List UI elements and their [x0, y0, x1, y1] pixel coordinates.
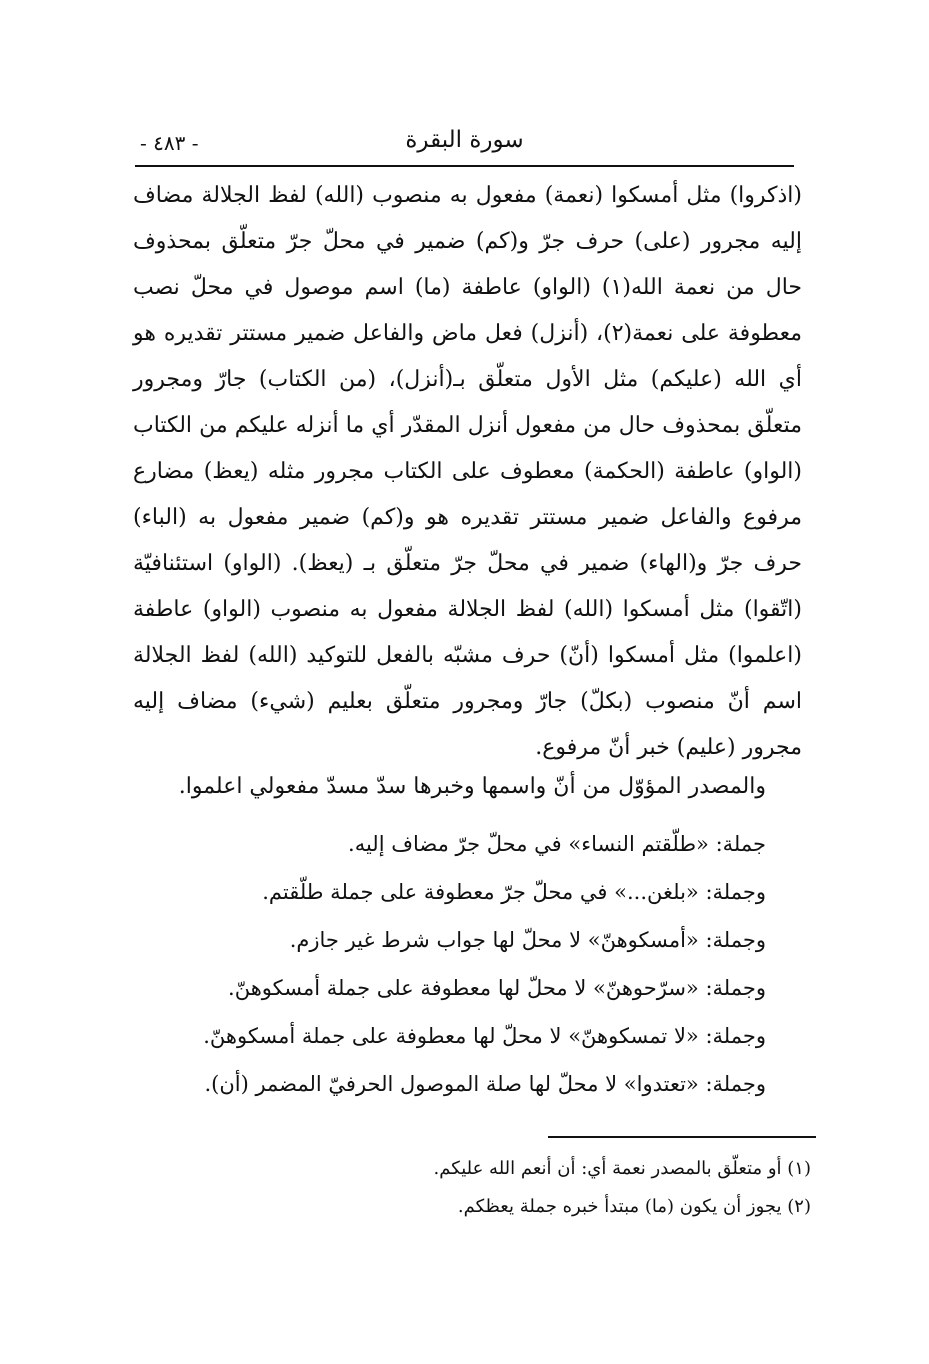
sentence-item: وجملة: «بلغن...» في محلّ جرّ معطوفة على جملة طلّقتم.: [262, 880, 766, 904]
page-number: - ٤٨٣ -: [140, 131, 199, 155]
page-header: [135, 125, 794, 165]
footnotes: [211, 1150, 811, 1226]
header-divider: [135, 165, 794, 167]
surah-title: سورة البقرة: [405, 127, 524, 153]
sentence-item: جملة: «طلّقتم النساء» في محلّ جرّ مضاف إليه.: [348, 832, 766, 856]
footnote-1: (١) أو متعلّق بالمصدر نعمة أي: أن أنعم الله عليكم.: [433, 1158, 811, 1179]
footnote-2: (٢) يجوز أن يكون (ما) مبتدأ خبره جملة يعظكم.: [457, 1196, 811, 1217]
grammar-analysis-paragraph: (اذكروا) مثل أمسكوا (نعمة) مفعول به منصوب (الله) لفظ الجلالة مضاف إليه مجرور (على) حرف جرّ و(كم) ضمير في محلّ جرّ متعلّق بمحذوف حال من نعمة الله(١) (الواو) عاطفة (ما) اسم موصول في محلّ نصب معطوفة على نعمة(٢)، (أنزل) فعل ماض والفاعل ضمير مستتر تقديره هو أي الله (عليكم) مثل الأول متعلّق بـ(أنزل)، (من الكتاب) جارّ ومجرور متعلّق بمحذوف حال من مفعول أنزل المقدّر أي ما أنزله عليكم من الكتاب (الواو) عاطفة (الحكمة) معطوف على الكتاب مجرور مثله (يعظ) مضارع مرفوع والفاعل ضمير مستتر تقديره هو و(كم) ضمير مفعول به (الباء) حرف جرّ و(الهاء) ضمير في محلّ جرّ متعلّق بـ (يعظ). (الواو) استئنافيّة (اتّقوا) مثل أمسكوا (الله) لفظ الجلالة مفعول به منصوب (الواو) عاطفة (اعلموا) مثل أمسكوا (أنّ) حرف مشبّه بالفعل للتوكيد (الله) لفظ الجلالة اسم أنّ منصوب (بكلّ) جارّ ومجرور متعلّق بعليم (شيء) مضاف إليه مجرور (عليم) خبر أنّ مرفوع.: [133, 183, 803, 760]
sentence-item: وجملة: «لا تمسكوهنّ» لا محلّ لها معطوفة على جملة أمسكوهنّ.: [203, 1024, 766, 1048]
main-text: [133, 173, 802, 771]
sentence-item: وجملة: «أمسكوهنّ» لا محلّ لها جواب شرط غير جازم.: [289, 928, 766, 952]
sentence-analysis-list: [146, 820, 766, 1108]
footnote-divider: [548, 1136, 816, 1138]
sentence-item: وجملة: «تعتدوا» لا محلّ لها صلة الموصول الحرفيّ المضمر (أن).: [204, 1072, 766, 1096]
masdar-paragraph: والمصدر المؤوّل من أنّ واسمها وخبرها سدّ مسدّ مفعولي اعلموا.: [178, 774, 766, 799]
sentence-item: وجملة: «سرّحوهنّ» لا محلّ لها معطوفة على جملة أمسكوهنّ.: [228, 976, 766, 1000]
